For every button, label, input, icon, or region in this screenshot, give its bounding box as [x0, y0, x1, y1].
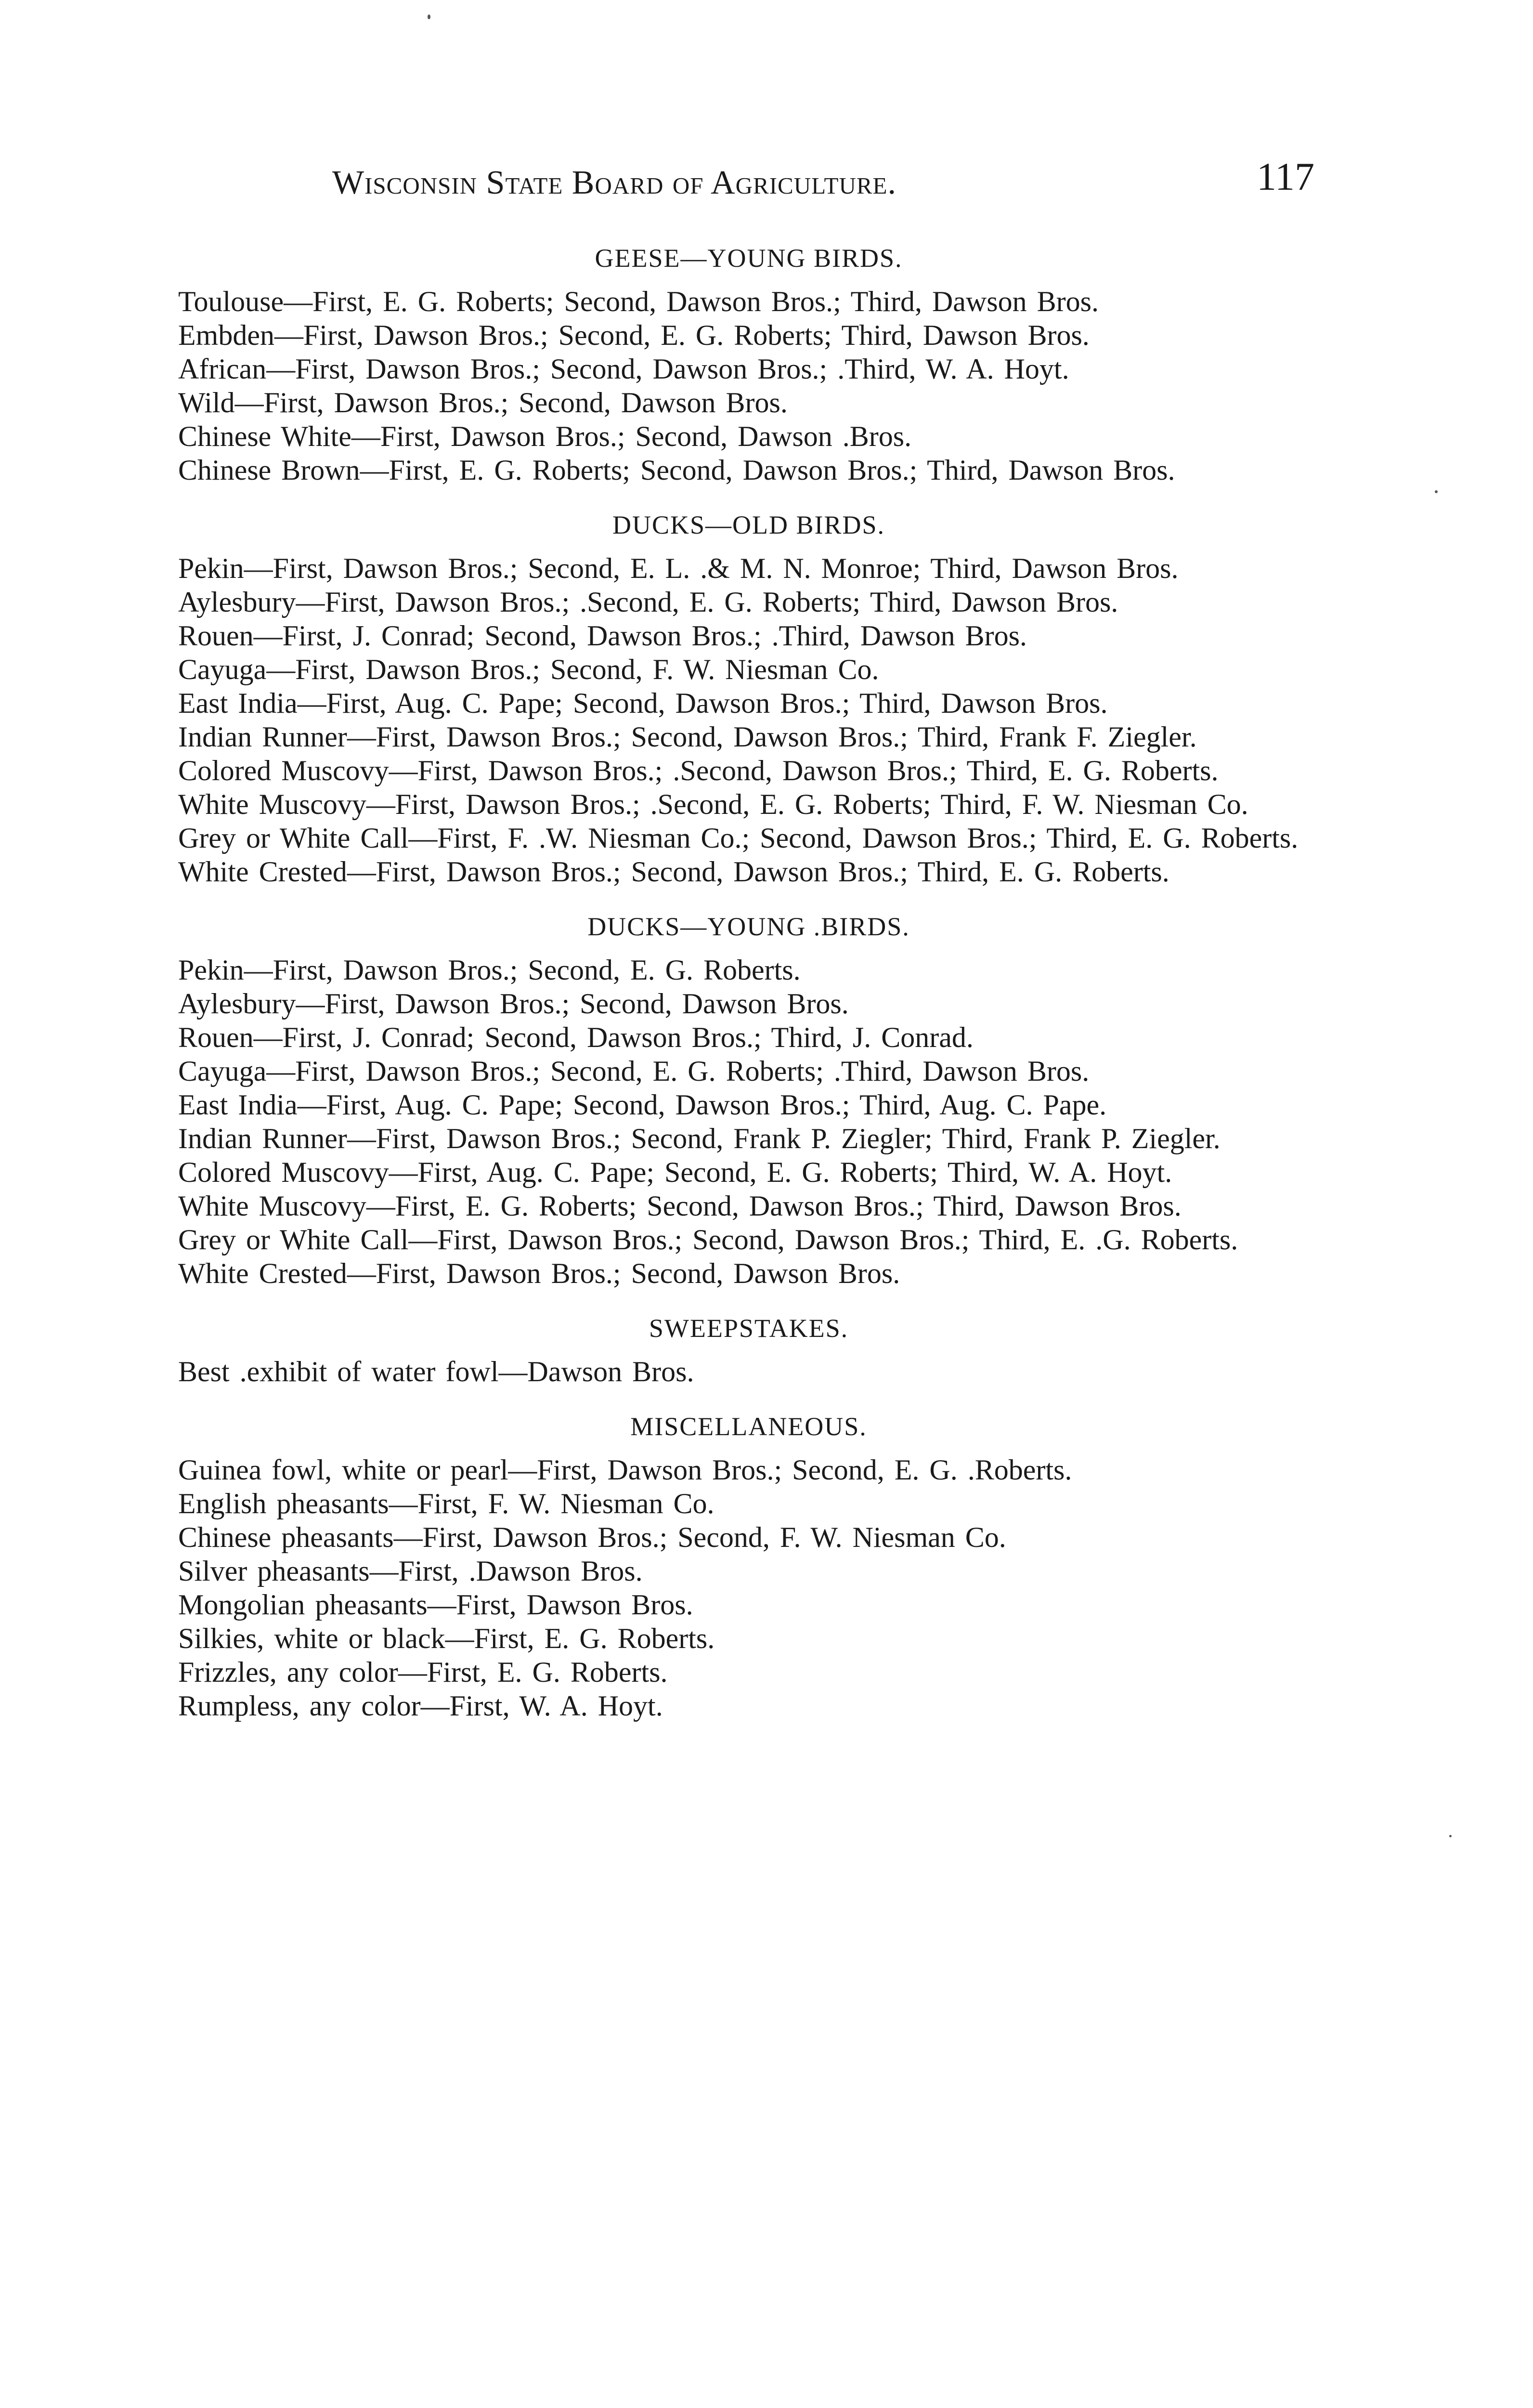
award-entry: White Muscovy—First, E. G. Roberts; Second, Dawson Bros.; Third, Dawson Bros. [178, 1190, 1182, 1222]
award-entry: Silver pheasants—First, .Dawson Bros. [178, 1555, 643, 1587]
scan-speck [428, 14, 430, 19]
award-entry: Pekin—First, Dawson Bros.; Second, E. L. .& M. N. Monroe; Third, Dawson Bros. [178, 552, 1179, 584]
section-geese-young-birds [142, 243, 1326, 487]
award-entry: Toulouse—First, E. G. Roberts; Second, Dawson Bros.; Third, Dawson Bros. [178, 286, 1099, 317]
award-entry: Grey or White Call—First, Dawson Bros.; Second, Dawson Bros.; Third, E. .G. Roberts. [178, 1224, 1238, 1256]
award-entry: Cayuga—First, Dawson Bros.; Second, E. G. Roberts; .Third, Dawson Bros. [178, 1055, 1090, 1087]
award-entry: Rouen—First, J. Conrad; Second, Dawson Bros.; Third, J. Conrad. [178, 1021, 974, 1053]
award-entry: Indian Runner—First, Dawson Bros.; Second, Dawson Bros.; Third, Frank F. Ziegler. [178, 721, 1197, 753]
award-entry: East India—First, Aug. C. Pape; Second, Dawson Bros.; Third, Aug. C. Pape. [178, 1089, 1107, 1121]
award-entry: English pheasants—First, F. W. Niesman Co. [178, 1488, 715, 1519]
award-entry: Chinese Brown—First, E. G. Roberts; Second, Dawson Bros.; Third, Dawson Bros. [178, 454, 1175, 486]
award-entry: Silkies, white or black—First, E. G. Roberts. [178, 1623, 715, 1654]
award-entry: White Crested—First, Dawson Bros.; Second, Dawson Bros. [178, 1257, 900, 1289]
page-number: 117 [1257, 155, 1314, 198]
award-entry: Mongolian pheasants—First, Dawson Bros. [178, 1589, 693, 1621]
section-ducks-old-birds [142, 510, 1326, 889]
award-entry: Best .exhibit of water fowl—Dawson Bros. [178, 1356, 694, 1387]
section-ducks-young-birds [142, 912, 1326, 1290]
award-entry: White Crested—First, Dawson Bros.; Second, Dawson Bros.; Third, E. G. Roberts. [178, 856, 1169, 888]
scan-speck [1449, 1835, 1452, 1837]
scan-speck [1435, 490, 1438, 493]
award-entry: Rumpless, any color—First, W. A. Hoyt. [178, 1690, 663, 1722]
section-title: DUCKS—YOUNG .BIRDS. [587, 912, 910, 941]
award-entry: Grey or White Call—First, F. .W. Niesman Co.; Second, Dawson Bros.; Third, E. G. Roberts. [178, 822, 1299, 854]
award-entry: Guinea fowl, white or pearl—First, Dawson Bros.; Second, E. G. .Roberts. [178, 1454, 1072, 1486]
award-entry: East India—First, Aug. C. Pape; Second, Dawson Bros.; Third, Dawson Bros. [178, 687, 1108, 719]
award-entry: Embden—First, Dawson Bros.; Second, E. G. Roberts; Third, Dawson Bros. [178, 319, 1090, 351]
award-entry: Wild—First, Dawson Bros.; Second, Dawson Bros. [178, 387, 788, 419]
award-entry: Indian Runner—First, Dawson Bros.; Second, Frank P. Ziegler; Third, Frank P. Ziegler. [178, 1123, 1221, 1154]
section-title: SWEEPSTAKES. [649, 1314, 849, 1343]
section-miscellaneous [142, 1412, 1326, 1723]
section-title: MISCELLANEOUS. [630, 1412, 867, 1441]
section-sweepstakes [142, 1313, 1326, 1388]
section-title: GEESE—YOUNG BIRDS. [595, 244, 903, 273]
section-title: DUCKS—OLD BIRDS. [612, 510, 885, 539]
award-entry: Pekin—First, Dawson Bros.; Second, E. G. Roberts. [178, 954, 801, 986]
award-entry: Cayuga—First, Dawson Bros.; Second, F. W. Niesman Co. [178, 654, 879, 685]
page-content [142, 243, 1326, 1746]
award-entry: Frizzles, any color—First, E. G. Roberts. [178, 1656, 668, 1688]
award-entry: Chinese White—First, Dawson Bros.; Second, Dawson .Bros. [178, 420, 912, 452]
award-entry: Chinese pheasants—First, Dawson Bros.; Second, F. W. Niesman Co. [178, 1521, 1006, 1553]
award-entry: White Muscovy—First, Dawson Bros.; .Second, E. G. Roberts; Third, F. W. Niesman Co. [178, 788, 1248, 820]
award-entry: Aylesbury—First, Dawson Bros.; Second, Dawson Bros. [178, 988, 849, 1020]
award-entry: Colored Muscovy—First, Aug. C. Pape; Second, E. G. Roberts; Third, W. A. Hoyt. [178, 1156, 1172, 1188]
running-title: Wisconsin State Board of Agriculture. [332, 164, 896, 201]
award-entry: Colored Muscovy—First, Dawson Bros.; .Second, Dawson Bros.; Third, E. G. Roberts. [178, 755, 1219, 786]
award-entry: African—First, Dawson Bros.; Second, Dawson Bros.; .Third, W. A. Hoyt. [178, 353, 1069, 385]
page-header [332, 154, 1314, 212]
award-entry: Aylesbury—First, Dawson Bros.; .Second, E. G. Roberts; Third, Dawson Bros. [178, 586, 1118, 618]
award-entry: Rouen—First, J. Conrad; Second, Dawson Bros.; .Third, Dawson Bros. [178, 620, 1027, 652]
